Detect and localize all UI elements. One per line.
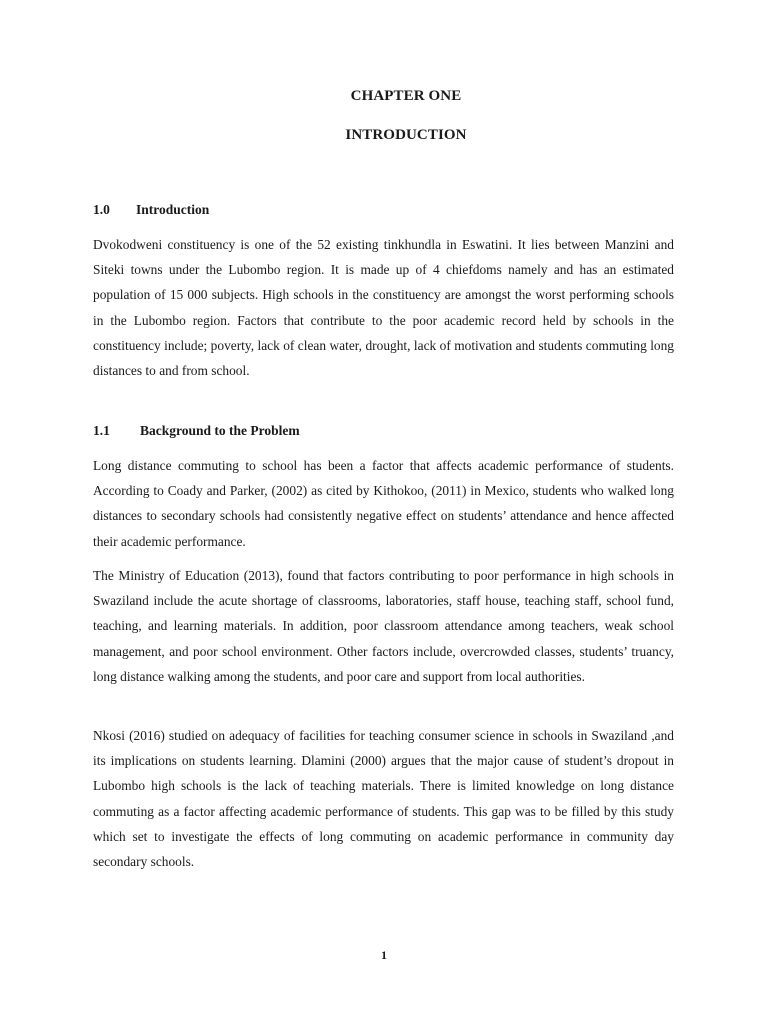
section-title: Background to the Problem xyxy=(140,423,300,438)
section-heading-1-0 xyxy=(93,202,209,218)
section-number: 1.0 xyxy=(93,202,110,217)
paragraph-background-2: The Ministry of Education (2013), found that factors contributing to poor performance in high schools in Swaziland include the acute shortage of classrooms, laboratories, staff house, teaching staff, school fund, teaching, and learning materials. In addition, poor classroom attendance among teachers, weak school management, and poor school environment. Other factors include, overcrowded classes, students’ truancy, long distance walking among the students, and poor care and support from local authorities. xyxy=(93,568,674,684)
section-title: Introduction xyxy=(136,202,210,217)
page-number: 1 xyxy=(381,948,387,962)
section-heading-1-1 xyxy=(93,423,300,439)
chapter-title: INTRODUCTION xyxy=(345,127,467,143)
chapter-label: CHAPTER ONE xyxy=(350,88,462,104)
paragraph-background-1: Long distance commuting to school has been a factor that affects academic performance of students. According to Coady and Parker, (2002) as cited by Kithokoo, (2011) in Mexico, students who walked long distances to secondary schools had consistently negative effect on students’ attendance and hence affected their academic performance. xyxy=(93,458,674,549)
section-number: 1.1 xyxy=(93,423,110,438)
paragraph-intro: Dvokodweni constituency is one of the 52 existing tinkhundla in Eswatini. It lies between Manzini and Siteki towns under the Lubombo region. It is made up of 4 chiefdoms namely and has an estimated population of 15 000 subjects. High schools in the constituency are amongst the worst performing schools in the Lubombo region. Factors that contribute to the poor academic record held by schools in the constituency include; poverty, lack of clean water, drought, lack of motivation and students commuting long distances to and from school. xyxy=(93,237,674,379)
paragraph-background-3: Nkosi (2016) studied on adequacy of facilities for teaching consumer science in schools in Swaziland ,and its implications on students learning. Dlamini (2000) argues that the major cause of student’s dropout in Lubombo high schools is the lack of teaching materials. There is limited knowledge on long distance commuting as a factor affecting academic performance of students. This gap was to be filled by this study which set to investigate the effects of long commuting on academic performance in community day secondary schools. xyxy=(93,728,674,870)
